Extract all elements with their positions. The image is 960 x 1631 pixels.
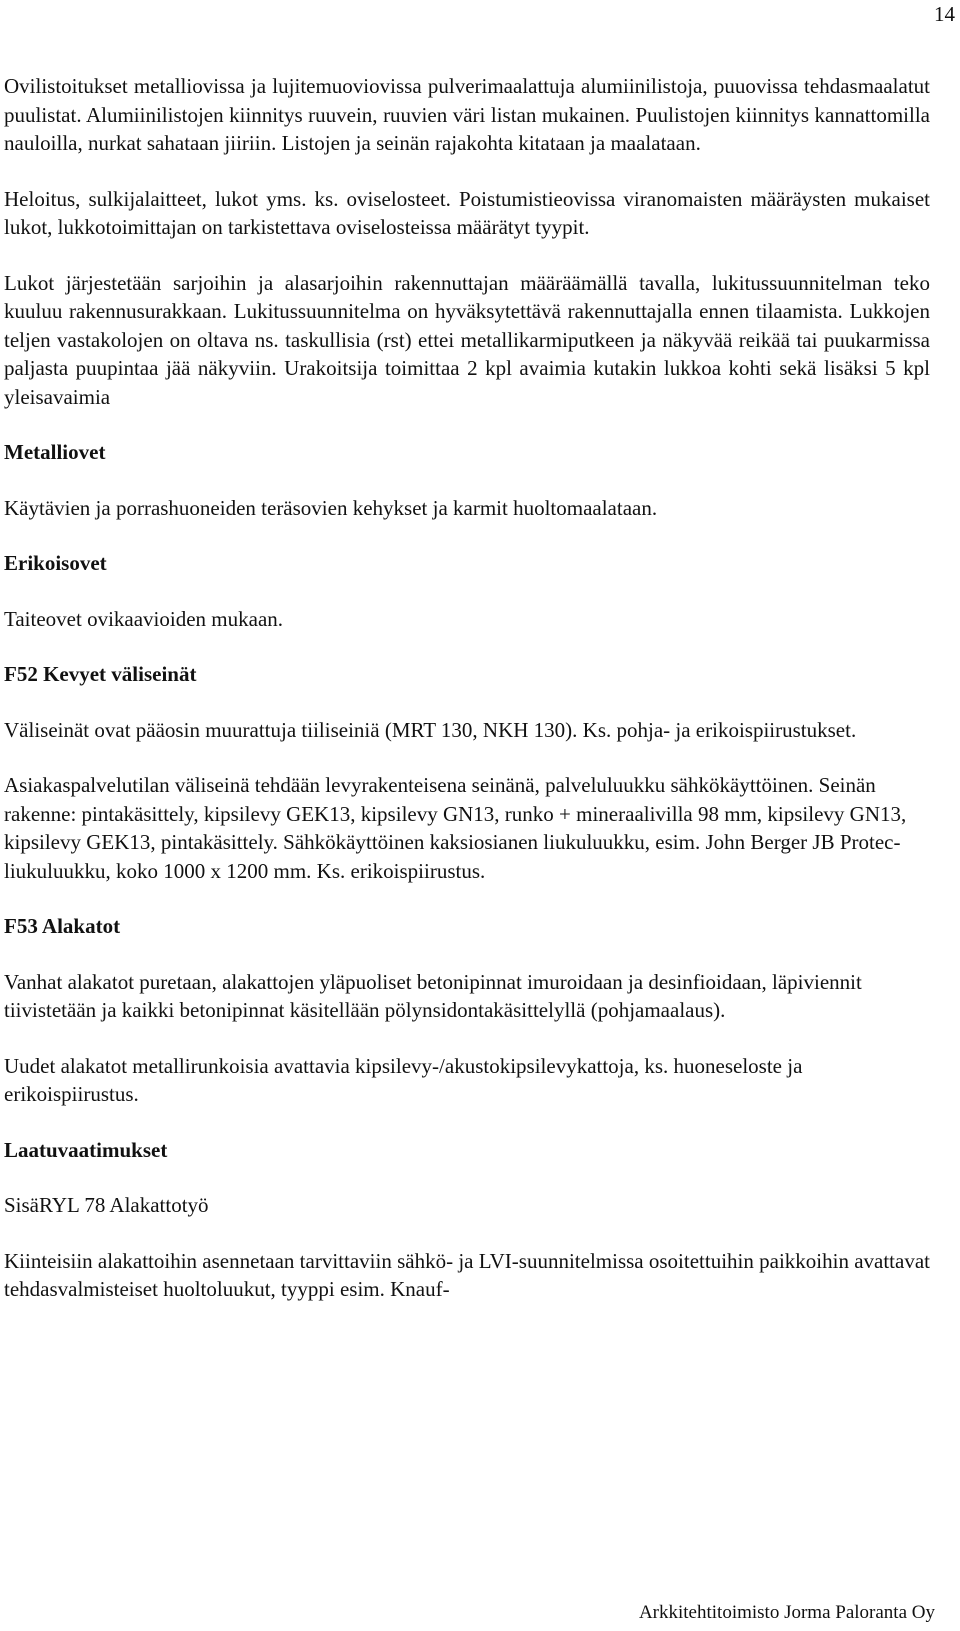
paragraph-metalliovet: Käytävien ja porrashuoneiden teräsovien kehykset ja karmit huoltomaalataan. xyxy=(4,495,658,520)
paragraph-asiakaspalvelutila: Asiakaspalvelutilan väliseinä tehdään levyrakenteisena seinänä, palveluluukku sähkökäyttöinen. Seinän rakenne: pintakäsittely, kipsilevy GEK13, kipsilevy GN13, runko + mineraalivilla 98 mm, kipsilevy GN13, kipsilevy GEK13, pintakäsittely. Sähkökäyttöinen kaksiosianen liukuluukku, esim. John Berger JB Protec-liukuluukku, koko 1000 x 1200 mm. Ks. erikoispiirustus. xyxy=(4,773,907,883)
heading-f53: F53 Alakatot xyxy=(4,914,121,938)
page-number: 14 xyxy=(934,2,955,26)
paragraph-huoltoluukut: Kiinteisiin alakattoihin asennetaan tarvittaviin sähkö- ja LVI-suunnitelmissa osoitettuihin paikkoihin avattavat tehdasvalmisteiset huoltoluukut, tyyppi esim. Knauf- xyxy=(4,1248,930,1301)
heading-f52: F52 Kevyet väliseinät xyxy=(4,662,197,686)
document-body xyxy=(4,72,930,1304)
paragraph-valiseinat: Väliseinät ovat pääosin muurattuja tiiliseiniä (MRT 130, NKH 130). Ks. pohja- ja erikoispiirustukset. xyxy=(4,717,857,742)
paragraph-sisaryl: SisäRYL 78 Alakattotyö xyxy=(4,1193,209,1217)
heading-metalliovet: Metalliovet xyxy=(4,440,106,464)
paragraph-ovilistoitukset: Ovilistoitukset metalliovissa ja lujitemuoviovissa pulverimaalattuja alumiinilistoja, puuovissa tehdasmaalatut puulistat. Alumiinilistojen kiinnitys ruuvein, ruuvien väri listan mukainen. Puulistojen kiinnitys kannattomilla nauloilla, nurkat sahataan jiiriin. Listojen ja seinän rajakohta kitataan ja maalataan. xyxy=(4,74,930,155)
paragraph-erikoisovet: Taiteovet ovikaavioiden mukaan. xyxy=(4,606,284,631)
paragraph-heloitus: Heloitus, sulkijalaitteet, lukot yms. ks. oviselosteet. Poistumistieovissa viranomaisten määräysten mukaiset lukot, lukkotoimittajan on tarkistettava oviselosteissa määrätyt tyypit. xyxy=(4,186,930,239)
paragraph-vanhat-alakatot: Vanhat alakatot puretaan, alakattojen yläpuoliset betonipinnat imuroidaan ja desinfioidaan, läpiviennit tiivistetään ja kaikki betonipinnat käsitellään pölynsidontakäsittelyllä (pohjamaalaus). xyxy=(4,969,862,1022)
paragraph-lukot: Lukot järjestetään sarjoihin ja alasarjoihin rakennuttajan määräämällä tavalla, lukitussuunnitelman teko kuuluu rakennusurakkaan. Lukitussuunnitelma on hyväksytettävä rakennuttajalla ennen tilaamista. Lukkojen teljen vastakolojen on oltava ns. taskullisia (rst) ettei metallikarmiputkeen ja näkyvää reikää tai puukarmissa paljasta puupintaa jää näkyviin. Urakoitsija toimittaa 2 kpl avaimia kutakin lukkoa kohti sekä lisäksi 5 kpl yleisavaimia xyxy=(4,270,930,409)
heading-laatuvaatimukset: Laatuvaatimukset xyxy=(4,1137,168,1162)
heading-erikoisovet: Erikoisovet xyxy=(4,551,107,575)
footer-company: Arkkitehtitoimisto Jorma Paloranta Oy xyxy=(638,1602,935,1623)
paragraph-uudet-alakatot: Uudet alakatot metallirunkoisia avattavia kipsilevy-/akustokipsilevykattoja, ks. huoneseloste ja erikoispiirustus. xyxy=(4,1053,803,1106)
